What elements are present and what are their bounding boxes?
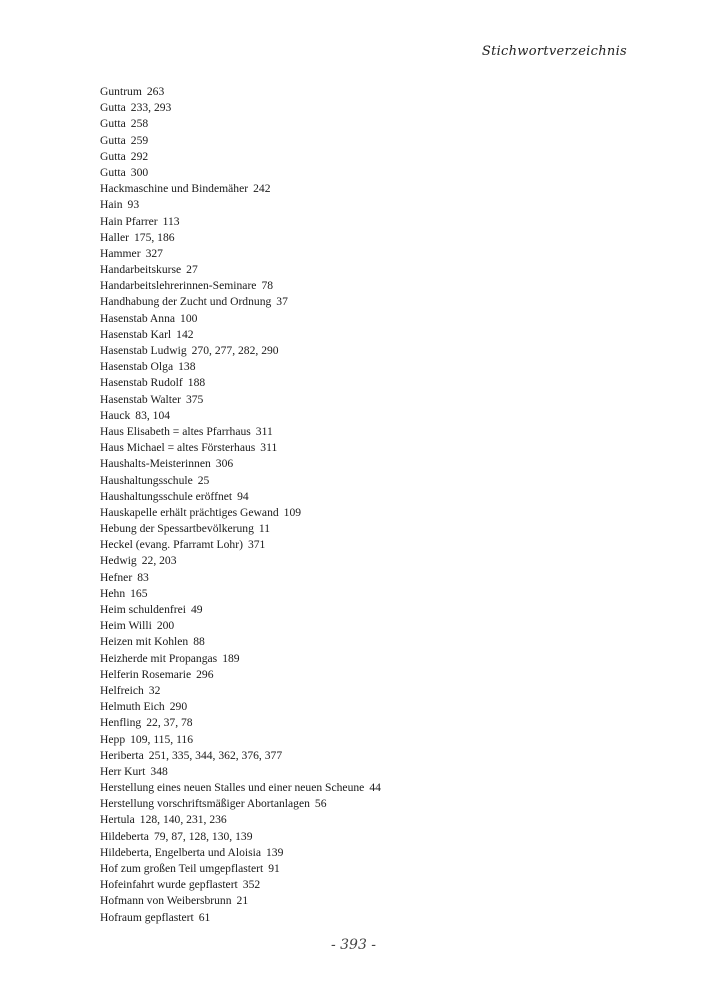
index-entry-pages: 128, 140, 231, 236 [139, 813, 227, 827]
index-entry [100, 149, 620, 165]
index-entry-pages: 32 [148, 683, 161, 697]
index-entry-term: Hasenstab Olga [100, 360, 174, 374]
index-entry-term: Gutta [100, 133, 126, 147]
index-entry [100, 294, 620, 310]
index-entry [100, 230, 620, 246]
index-entry-term: Hackmaschine und Bindemäher [100, 182, 249, 196]
index-entry [100, 796, 620, 812]
index-entry-list [100, 84, 620, 926]
index-entry [100, 278, 620, 294]
index-entry [100, 359, 620, 375]
index-entry [100, 877, 620, 893]
index-entry-term: Hofmann von Weibersbrunn [100, 894, 232, 908]
index-entry-term: Haus Elisabeth = altes Pfarrhaus [100, 424, 251, 438]
index-entry-term: Haushaltungsschule eröffnet [100, 489, 233, 503]
index-entry-pages: 175, 186 [133, 230, 175, 244]
index-entry [100, 489, 620, 505]
index-entry-term: Hofraum gepflastert [100, 910, 194, 924]
index-entry-term: Hehn [100, 586, 126, 600]
index-entry-pages: 165 [130, 586, 148, 600]
index-entry-term: Handarbeitskurse [100, 263, 182, 277]
index-entry-pages: 290 [169, 700, 188, 714]
index-entry [100, 133, 620, 149]
index-entry-pages: 79, 87, 128, 130, 139 [153, 829, 253, 843]
index-entry [100, 214, 620, 230]
index-entry [100, 570, 620, 586]
index-entry-pages: 258 [130, 117, 149, 131]
index-entry [100, 440, 620, 456]
index-entry-pages: 83, 104 [135, 408, 171, 422]
index-entry [100, 505, 620, 521]
index-entry-pages: 327 [145, 246, 163, 260]
index-entry [100, 262, 620, 278]
index-entry-term: Hofeinfahrt wurde gepflastert [100, 878, 238, 892]
index-entry [100, 715, 620, 731]
index-entry [100, 553, 620, 569]
index-entry [100, 667, 620, 683]
index-entry-pages: 375 [185, 392, 204, 406]
index-entry [100, 327, 620, 343]
index-entry-pages: 139 [265, 845, 284, 859]
index-entry [100, 537, 620, 553]
index-entry [100, 893, 620, 909]
index-entry-term: Heim Willi [100, 619, 152, 633]
index-entry-term: Hefner [100, 570, 133, 584]
index-entry-term: Gutta [100, 117, 126, 131]
index-entry-pages: 300 [130, 165, 149, 179]
index-entry [100, 812, 620, 828]
index-entry-term: Hedwig [100, 554, 137, 568]
index-entry-pages: 270, 277, 282, 290 [191, 344, 279, 357]
index-entry-pages: 138 [178, 360, 196, 374]
index-entry [100, 375, 620, 391]
index-entry [100, 602, 620, 618]
index-entry-pages: 113 [162, 214, 180, 228]
index-entry-pages: 259 [130, 133, 149, 147]
index-entry-term: Gutta [100, 101, 126, 115]
index-entry-term: Guntrum [100, 85, 142, 98]
index-entry-term: Gutta [100, 165, 126, 179]
index-entry [100, 311, 620, 327]
index-entry-pages: 83 [137, 570, 149, 584]
index-entry-pages: 22, 203 [141, 554, 177, 568]
index-entry [100, 456, 620, 472]
index-entry-term: Hauck [100, 408, 131, 422]
index-entry [100, 165, 620, 181]
index-entry-pages: 233, 293 [130, 101, 172, 115]
index-entry-term: Hain [100, 198, 123, 212]
index-entry-pages: 27 [186, 263, 198, 277]
index-entry-pages: 21 [236, 894, 249, 908]
index-entry-term: Herstellung vorschriftsmäßiger Abortanlagen [100, 797, 310, 811]
index-entry-term: Hebung der Spessartbevölkerung [100, 522, 254, 536]
index-entry-pages: 242 [253, 182, 271, 196]
index-entry [100, 699, 620, 715]
index-entry-term: Hildeberta [100, 829, 149, 843]
index-entry [100, 748, 620, 764]
index-entry [100, 343, 620, 359]
index-entry-pages: 78 [261, 279, 274, 293]
index-entry-term: Hauskapelle erhält prächtiges Gewand [100, 505, 279, 519]
index-entry-pages: 88 [193, 635, 205, 649]
index-entry-pages: 189 [222, 651, 240, 665]
index-entry-term: Hasenstab Karl [100, 327, 172, 341]
index-entry [100, 829, 620, 845]
index-entry [100, 521, 620, 537]
index-entry [100, 861, 620, 877]
index-entry-term: Hasenstab Ludwig [100, 344, 187, 357]
index-entry-term: Handarbeitslehrerinnen-Seminare [100, 279, 257, 293]
index-entry-term: Haus Michael = altes Försterhaus [100, 441, 256, 455]
index-entry-pages: 296 [196, 667, 214, 681]
index-entry-term: Haller [100, 230, 129, 244]
index-entry-pages: 306 [215, 457, 234, 471]
index-entry-term: Haushalts-Meisterinnen [100, 457, 211, 471]
index-entry [100, 780, 620, 796]
index-entry-pages: 44 [369, 781, 381, 795]
index-entry-term: Hasenstab Walter [100, 392, 181, 406]
index-entry [100, 246, 620, 262]
index-entry [100, 634, 620, 650]
index-entry-pages: 348 [150, 764, 168, 778]
index-entry-term: Heim schuldenfrei [100, 603, 186, 616]
index-entry-pages: 352 [242, 878, 261, 892]
page-number: - 393 - [330, 937, 377, 953]
index-entry-pages: 22, 37, 78 [146, 716, 193, 730]
index-entry [100, 116, 620, 132]
index-entry-pages: 109, 115, 116 [130, 732, 194, 746]
index-entry-term: Herstellung eines neuen Stalles und einer neuen Scheune [100, 781, 365, 795]
index-entry-term: Hasenstab Rudolf [100, 376, 183, 390]
index-entry-term: Heizen mit Kohlen [100, 635, 189, 649]
index-entry [100, 586, 620, 602]
index-entry-pages: 91 [268, 862, 280, 875]
index-entry [100, 732, 620, 748]
index-entry-term: Hammer [100, 246, 141, 260]
index-entry [100, 618, 620, 634]
index-entry-pages: 142 [176, 327, 194, 341]
index-entry [100, 181, 620, 197]
index-entry [100, 473, 620, 489]
index-entry-term: Helferin Rosemarie [100, 667, 192, 681]
index-entry-pages: 93 [127, 198, 140, 212]
index-entry-term: Henfling [100, 716, 142, 730]
index-entry-term: Helmuth Eich [100, 700, 165, 714]
index-entry-term: Helfreich [100, 683, 144, 697]
index-entry-pages: 100 [180, 311, 198, 325]
index-entry-pages: 311 [255, 424, 273, 438]
index-entry [100, 764, 620, 780]
index-entry [100, 424, 620, 440]
index-entry-pages: 94 [237, 489, 249, 503]
index-entry-term: Heckel (evang. Pfarramt Lohr) [100, 538, 243, 552]
index-entry-term: Hain Pfarrer [100, 214, 158, 228]
index-entry-term: Heriberta [100, 748, 144, 762]
index-entry-pages: 49 [190, 603, 203, 616]
index-entry-term: Hepp [100, 732, 126, 746]
index-entry [100, 845, 620, 861]
index-entry-pages: 263 [146, 85, 165, 98]
index-entry-pages: 292 [130, 149, 149, 163]
index-entry-pages: 61 [198, 910, 211, 924]
index-entry [100, 651, 620, 667]
index-entry-term: Heizherde mit Propangas [100, 651, 218, 665]
index-entry [100, 100, 620, 116]
index-entry [100, 683, 620, 699]
index-entry-term: Herr Kurt [100, 764, 146, 778]
index-entry-term: Hildeberta, Engelberta und Aloisia [100, 845, 261, 859]
index-entry-term: Hasenstab Anna [100, 311, 176, 325]
index-entry-pages: 25 [197, 473, 210, 487]
index-entry-pages: 56 [314, 797, 327, 811]
index-entry-pages: 311 [260, 441, 278, 455]
index-entry-pages: 371 [247, 538, 266, 552]
index-entry-pages: 11 [258, 522, 271, 536]
index-entry [100, 910, 620, 926]
index-entry-pages: 188 [187, 376, 206, 390]
index-entry-term: Handhabung der Zucht und Ordnung [100, 295, 272, 309]
index-entry [100, 197, 620, 213]
index-entry-term: Hertula [100, 813, 135, 827]
index-entry-pages: 200 [156, 619, 175, 633]
index-entry [100, 392, 620, 408]
index-entry-term: Hof zum großen Teil umgepflastert [100, 862, 264, 875]
index-entry-pages: 109 [283, 505, 302, 519]
index-entry-term: Haushaltungsschule [100, 473, 193, 487]
index-entry [100, 408, 620, 424]
index-entry-pages: 251, 335, 344, 362, 376, 377 [148, 748, 283, 762]
index-entry [100, 84, 620, 100]
running-header-title: Stichwortverzeichnis [481, 44, 627, 59]
index-entry-term: Gutta [100, 149, 126, 163]
index-entry-pages: 37 [276, 295, 288, 309]
